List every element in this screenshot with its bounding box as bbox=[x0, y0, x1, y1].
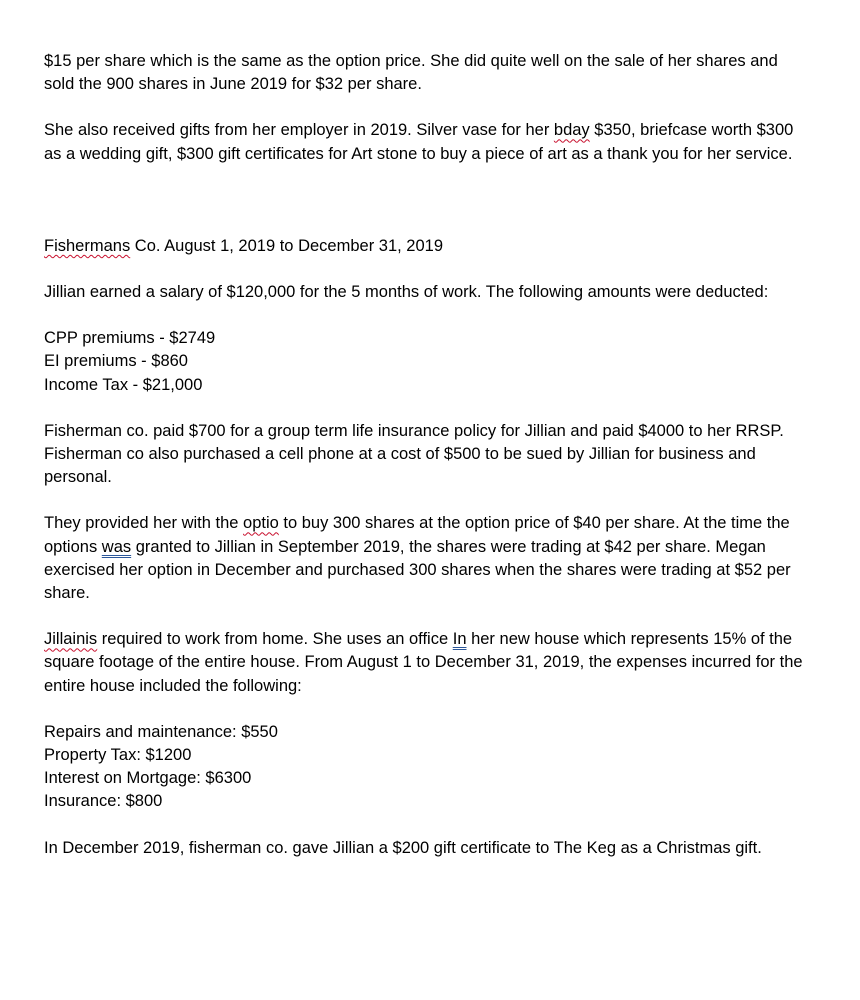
text-run: her new house which represents 15% of the square footage of the entire house. From August 1 to December 31, 2019, the expenses incurred for the entire house included the following: bbox=[44, 630, 803, 695]
grammar-error-word[interactable]: In bbox=[452, 630, 467, 649]
paragraph-share-sale: $15 per share which is the same as the option price. She did quite well on the sale of her shares and sold the 900 shares in June 2019 for $32 per share. bbox=[44, 52, 778, 94]
paragraph-gifts bbox=[44, 119, 804, 165]
paragraph-spacer bbox=[44, 605, 804, 628]
paragraph-home-office bbox=[44, 628, 804, 698]
spelling-error-word[interactable]: Fishermans bbox=[44, 236, 131, 255]
text-run: They provided her with the bbox=[44, 514, 244, 533]
expense-line-repairs: Repairs and maintenance: $550 bbox=[44, 722, 278, 741]
deduction-line-income-tax: Income Tax - $21,000 bbox=[44, 375, 203, 394]
paragraph-spacer bbox=[44, 96, 804, 119]
expense-line-insurance: Insurance: $800 bbox=[44, 792, 163, 811]
text-run: required to work from home. She uses an office bbox=[97, 630, 453, 649]
spelling-error-word[interactable]: bday bbox=[553, 121, 590, 140]
spelling-error-word[interactable]: optio bbox=[243, 514, 279, 533]
paragraph-spacer bbox=[44, 166, 804, 235]
paragraph-benefits: Fisherman co. paid $700 for a group term life insurance policy for Jillian and paid $4000 to her RRSP. Fisherman co also purchased a cell phone at a cost of $500 to be sued by Jillian for business and personal. bbox=[44, 421, 784, 487]
paragraph-spacer bbox=[44, 698, 804, 721]
expense-line-property-tax: Property Tax: $1200 bbox=[44, 746, 192, 765]
text-run: $350, briefcase worth $300 as a wedding gift, $300 gift certificates for Art stone to buy a piece of art as a thank you for her service. bbox=[44, 121, 794, 163]
text-run: She also received gifts from her employer in 2019. Silver vase for her bbox=[44, 121, 554, 140]
paragraph-spacer bbox=[44, 258, 804, 281]
deduction-line-ei: EI premiums - $860 bbox=[44, 352, 188, 371]
text-run: Co. August 1, 2019 to December 31, 2019 bbox=[130, 236, 443, 255]
paragraph-christmas-gift: In December 2019, fisherman co. gave Jillian a $200 gift certificate to The Keg as a Christmas gift. bbox=[44, 838, 762, 857]
deduction-line-cpp: CPP premiums - $2749 bbox=[44, 329, 216, 348]
paragraph-salary: Jillian earned a salary of $120,000 for the 5 months of work. The following amounts were deducted: bbox=[44, 283, 769, 302]
section-heading-fishermans bbox=[44, 235, 804, 258]
paragraph-spacer bbox=[44, 397, 804, 420]
paragraph-spacer bbox=[44, 304, 804, 327]
document-page bbox=[44, 50, 804, 860]
paragraph-spacer bbox=[44, 489, 804, 512]
text-run: granted to Jillian in September 2019, the shares were trading at $42 per share. Megan exercised her option in December and purchased 300 shares when the shares were trading at $52 per share. bbox=[44, 537, 791, 603]
spelling-error-word[interactable]: Jillainis bbox=[44, 630, 98, 649]
grammar-error-word[interactable]: was bbox=[101, 537, 132, 556]
paragraph-spacer bbox=[44, 814, 804, 837]
paragraph-stock-option bbox=[44, 512, 804, 605]
expense-line-mortgage-interest: Interest on Mortgage: $6300 bbox=[44, 769, 252, 788]
text-run: to buy 300 shares at the option price of $40 per share. At the time the options bbox=[44, 514, 790, 556]
